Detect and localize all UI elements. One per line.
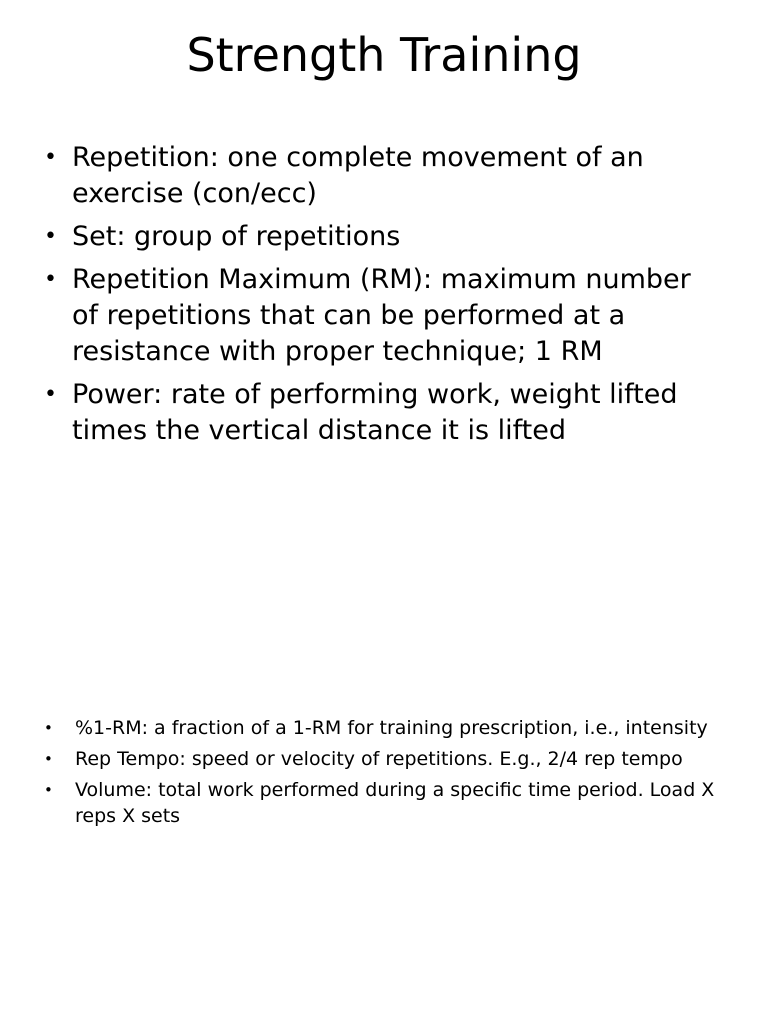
list-item	[44, 377, 724, 449]
list-item	[44, 219, 724, 255]
bullet-text: Repetition: one complete movement of an exercise (con/ecc)	[72, 142, 644, 209]
list-item	[44, 140, 724, 212]
main-bullet-list	[44, 140, 724, 456]
bullet-icon: •	[44, 719, 53, 737]
bullet-icon: •	[44, 750, 53, 768]
list-item	[44, 715, 734, 741]
list-item	[44, 262, 724, 370]
bullet-icon: •	[44, 781, 53, 799]
bullet-text: Set: group of repetitions	[72, 221, 401, 252]
slide-title: Strength Training	[186, 28, 582, 82]
bullet-text: Rep Tempo: speed or velocity of repetitions. E.g., 2/4 rep tempo	[75, 748, 683, 770]
list-item	[44, 746, 734, 772]
bullet-text: %1-RM: a fraction of a 1-RM for training prescription, i.e., intensity	[75, 717, 708, 739]
bullet-text: Volume: total work performed during a specific time period. Load X reps X sets	[75, 779, 715, 827]
bullet-icon: •	[44, 224, 57, 249]
list-item	[44, 777, 734, 829]
bullet-text: Repetition Maximum (RM): maximum number of repetitions that can be performed at a resistance with proper technique; 1 RM	[72, 264, 691, 367]
bullet-icon: •	[44, 267, 57, 292]
secondary-bullet-list	[44, 715, 734, 834]
bullet-icon: •	[44, 382, 57, 407]
bullet-text: Power: rate of performing work, weight lifted times the vertical distance it is lifted	[72, 379, 678, 446]
bullet-icon: •	[44, 145, 57, 170]
